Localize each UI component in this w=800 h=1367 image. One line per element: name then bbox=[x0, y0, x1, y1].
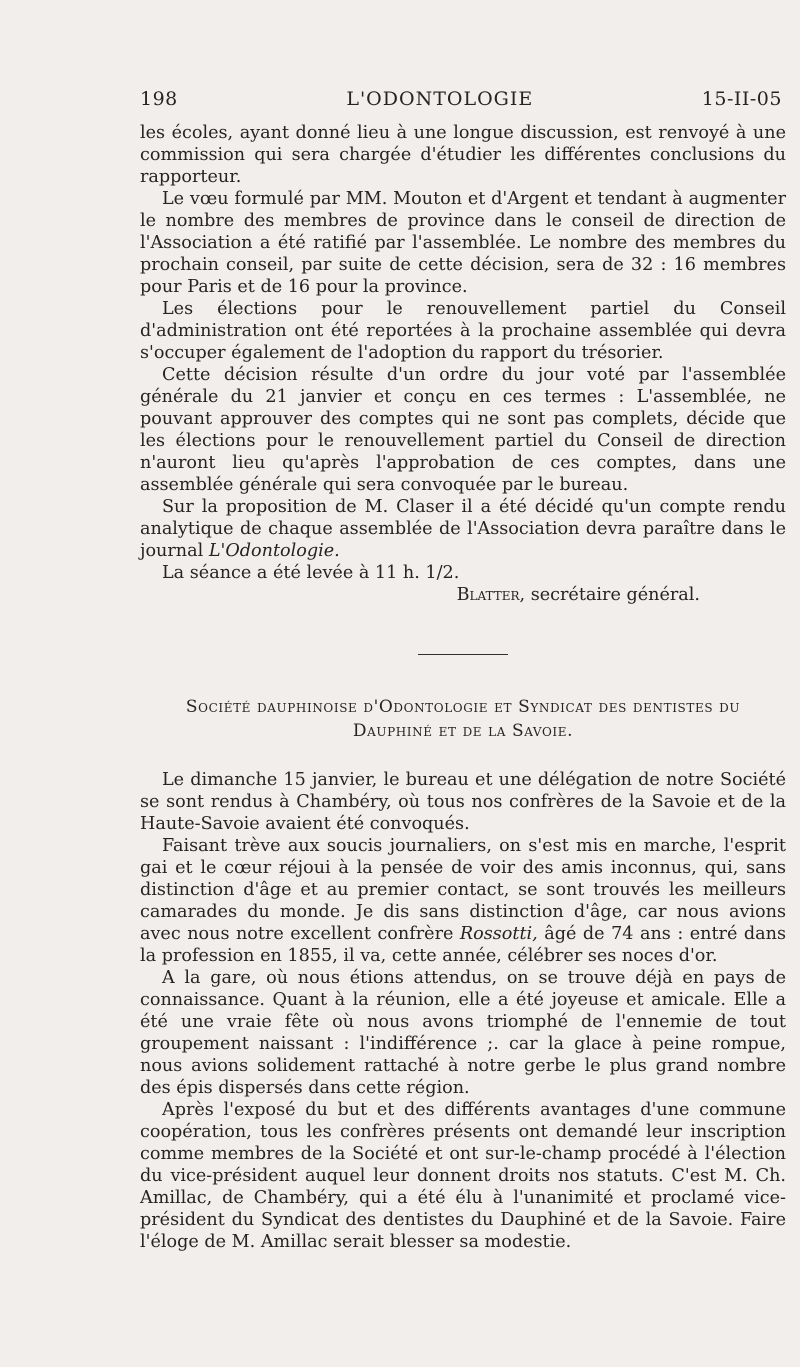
paragraph-text: Faisant trève aux soucis journaliers, on s'est mis en marche, l'esprit gai et le cœur réjoui à la pensée de voir des amis inconnus, qui, sans distinction d'âge et au premier contact, se sont trouvés les meilleurs camarades du monde. Je dis sans distinction d'âge, car nous avions avec nous notre excellent confrère bbox=[140, 836, 786, 944]
signature bbox=[140, 584, 786, 606]
journal-reference: L'Odontologie. bbox=[208, 541, 340, 561]
section-divider bbox=[418, 654, 508, 655]
text-body bbox=[140, 122, 786, 1253]
section-heading-line-2: Dauphiné et de la Savoie. bbox=[352, 721, 574, 741]
closing-line: La séance a été levée à 11 h. 1/2. bbox=[162, 563, 460, 583]
paragraph: Cette décision résulte d'un ordre du jour voté par l'assemblée générale du 21 janvier et conçu en ces termes : L'assemblée, ne pouvant approuver des comptes qui ne sont pas complets, décide que les élections pour le renouvellement partiel du Conseil de direction n'auront lieu qu'après l'approbation de ces comptes, dans une assemblée générale qui sera convoquée par le bureau. bbox=[140, 365, 786, 495]
paragraph bbox=[140, 496, 786, 562]
paragraph: les écoles, ayant donné lieu à une longue discussion, est renvoyé à une commission qui sera chargée d'étudier les différentes conclusions du rapporteur. bbox=[140, 123, 786, 187]
paragraph: Le dimanche 15 janvier, le bureau et une délégation de notre Société se sont rendus à Chambéry, où tous nos confrères de la Savoie et de la Haute-Savoie avaient été convoqués. bbox=[140, 770, 786, 834]
paragraph: Après l'exposé du but et des différents avantages d'une commune coopération, tous les confrères présents ont demandé leur inscription comme membres de la Société et ont sur-le-champ procédé à l'élection du vice-président auquel leur donnent droits nos statuts. C'est M. Ch. Amillac, de Chambéry, qui a été élu à l'unanimité et proclamé vice-président du Syndicat des dentistes du Dauphiné et de la Savoie. Faire l'éloge de M. Amillac serait blesser sa modestie. bbox=[140, 1100, 786, 1252]
paragraph: A la gare, où nous étions attendus, on se trouve déjà en pays de connaissance. Quant à la réunion, elle a été joyeuse et amicale. Elle a été une vraie fête où nous avons triomphé de l'ennemie de tout groupement naissant : l'indifférence ;. car la glace à peine rompue, nous avions solidement rattaché à notre gerbe le plus grand nombre des épis dispersés dans cette région. bbox=[140, 968, 786, 1098]
section-heading bbox=[140, 695, 786, 743]
page-number: 198 bbox=[140, 88, 178, 110]
section-heading-line-1: Société dauphinoise d'Odontologie et Syndicat des dentistes du bbox=[185, 697, 741, 717]
paragraph bbox=[140, 835, 786, 967]
person-name: Rossotti, bbox=[459, 924, 538, 944]
issue-date: 15-II-05 bbox=[701, 88, 782, 110]
journal-title: L'ODONTOLOGIE bbox=[346, 88, 534, 110]
paragraph: Les élections pour le renouvellement partiel du Conseil d'administration ont été reportées à la prochaine assemblée qui devra s'occuper également de l'adoption du rapport du trésorier. bbox=[140, 299, 786, 363]
signature-role: , secrétaire général. bbox=[519, 585, 700, 605]
signature-name: Blatter bbox=[456, 585, 520, 605]
paragraph-text: âgé de 74 ans : entré dans la profession en 1855, il va, cette année, célébrer ses noces d'or. bbox=[140, 924, 786, 966]
paragraph-text: Sur la proposition de M. Claser il a été décidé qu'un compte rendu analytique de chaque assemblée de l'Association devra paraître dans le journal bbox=[140, 497, 786, 561]
running-header bbox=[140, 88, 782, 114]
paragraph: Le vœu formulé par MM. Mouton et d'Argent et tendant à augmenter le nombre des membres de province dans le conseil de direction de l'Association a été ratifié par l'assemblée. Le nombre des membres du prochain conseil, par suite de cette décision, sera de 32 : 16 membres pour Paris et de 16 pour la province. bbox=[140, 189, 786, 297]
